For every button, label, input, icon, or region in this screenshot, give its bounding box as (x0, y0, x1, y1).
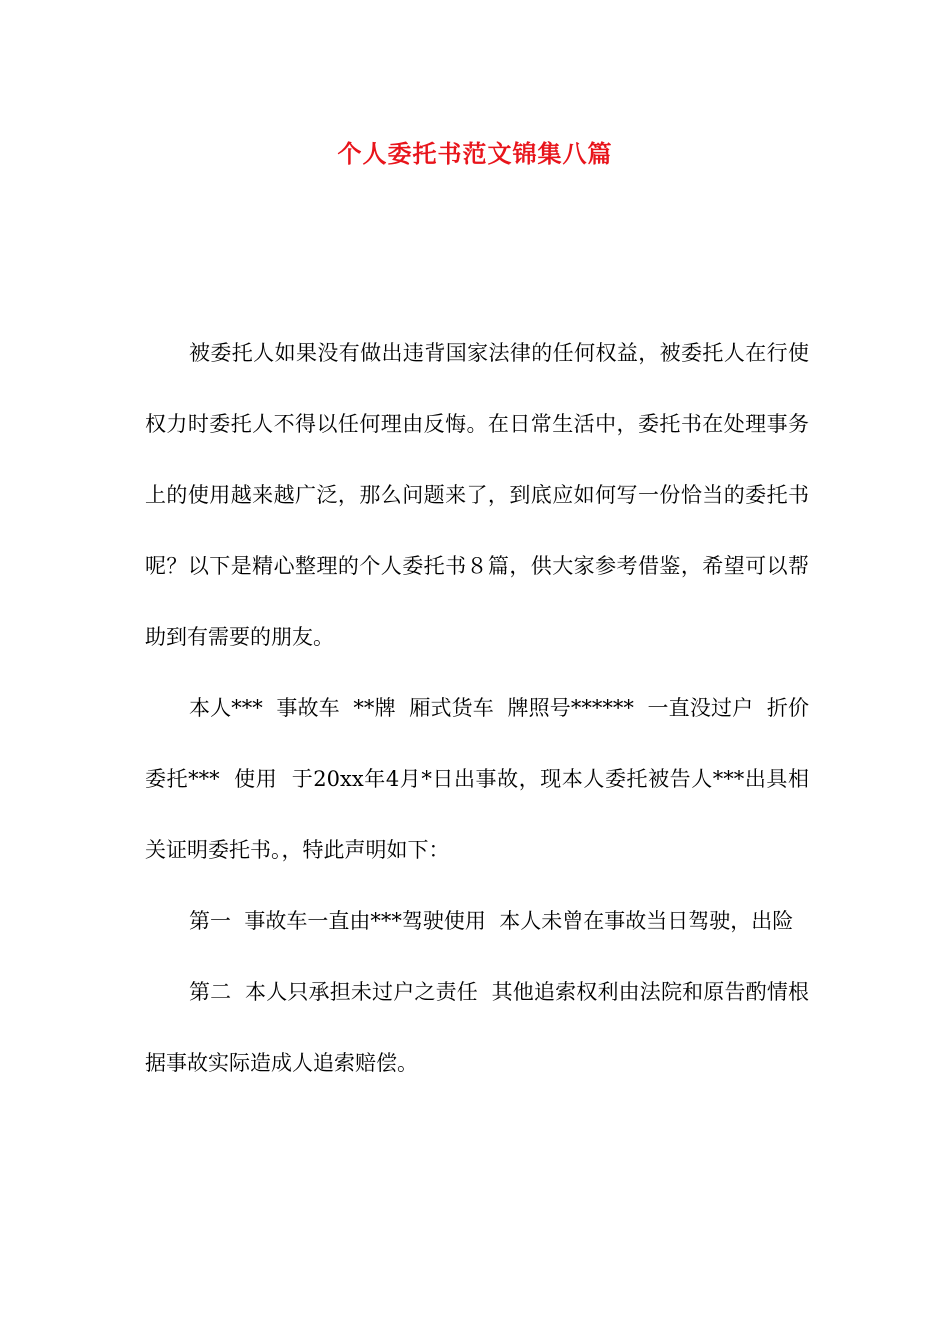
paragraph-clause-one: 第一 事故车一直由***驾驶使用 本人未曾在事故当日驾驶，出险 (189, 909, 794, 933)
paragraph-statement: 本人*** 事故车 **牌 厢式货车 牌照号****** 一直没过户 折价委托*** 使用 于20xx年4月*日出事故，现本人委托被告人***出具相关证明委托书。，特此声明如下： (145, 696, 809, 862)
document-title: 个人委托书范文锦集八篇 (337, 140, 613, 168)
paragraph-intro: 被委托人如果没有做出违背国家法律的任何权益，被委托人在行使权力时委托人不得以任何理由反悔。在日常生活中，委托书在处理事务上的使用越来越广泛，那么问题来了，到底应如何写一份恰当的委托书呢？以下是精心整理的个人委托书８篇，供大家参考借鉴，希望可以帮助到有需要的朋友。 (145, 341, 809, 649)
document-body (145, 318, 809, 1099)
paragraph-clause-two: 第二 本人只承担未过户之责任 其他追索权利由法院和原告酌情根据事故实际造成人追索赔偿。 (145, 980, 809, 1075)
